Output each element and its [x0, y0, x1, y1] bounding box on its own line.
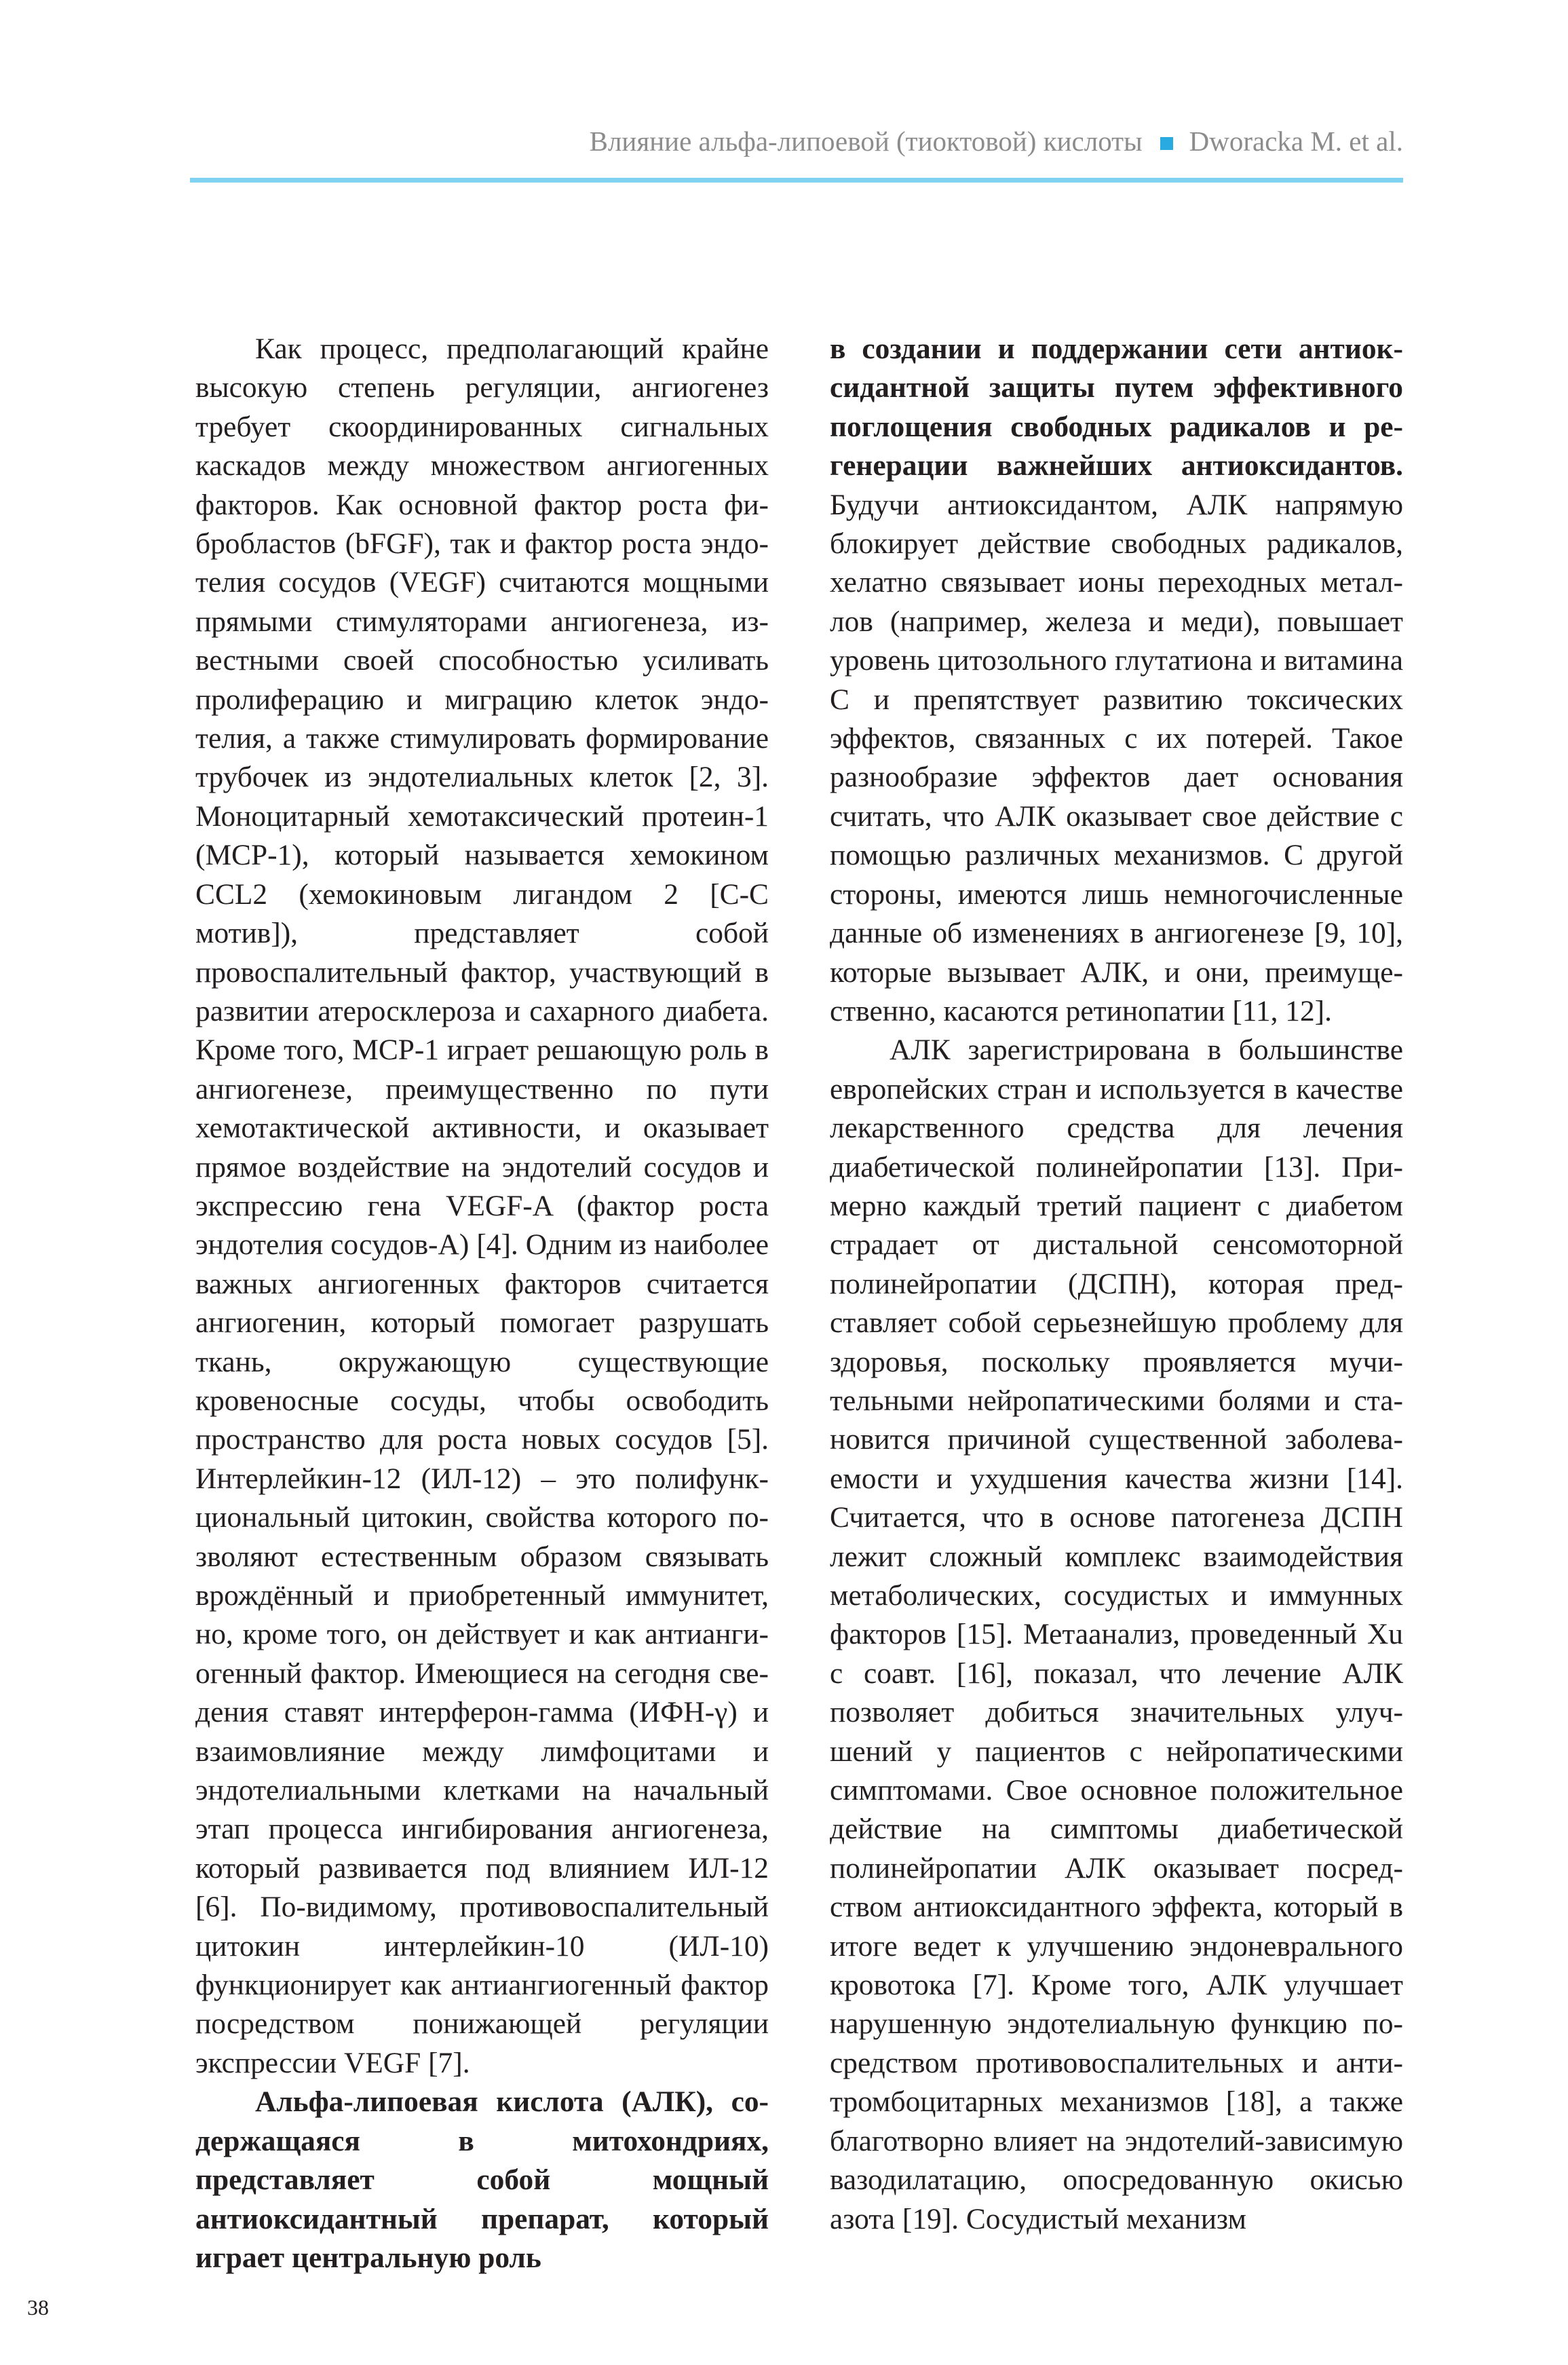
right-paragraph-1	[830, 330, 1403, 1031]
right-column	[830, 330, 1403, 2239]
running-header-authors: Dworacka M. et al.	[1189, 126, 1403, 157]
running-header	[190, 121, 1403, 162]
running-header-title: Влияние альфа-липоевой (тиоктовой) кислоты	[589, 126, 1143, 157]
header-rule	[190, 178, 1403, 183]
right-paragraph-1-bold: в создании и поддержании сети антиоксидантной защиты путем эффективного поглощения свободных радикалов и регенерации важнейших антиоксидантов.	[830, 333, 1403, 483]
page-number: 38	[27, 2295, 49, 2320]
square-bullet-icon	[1160, 137, 1173, 150]
right-paragraph-1-rest: Будучи антиоксидантом, АЛК напрямую блокирует действие свободных радикалов, хелатно связывает ионы переходных металлов (например, железа и меди), повышает уровень цитозольного глутатиона и витамина C и препятствует развитию токсических эффектов, связанных с их потерей. Такое разнообразие эффектов дает основания считать, что АЛК оказывает свое действие с помощью различных механизмов. С другой стороны, имеются лишь немногочисленные данные об изменениях в ангиогенезе [9, 10], которые вызывает АЛК, и они, преимущественно, касаются ретинопатии [11, 12].	[830, 488, 1403, 1027]
left-paragraph-1: Как процесс, предполагающий крайне высокую степень регуляции, ангиогенез требует скоординированных сигнальных каскадов между множеством ангиогенных факторов. Как основной фактор роста фибробластов (bFGF), так и фактор роста эндотелия сосудов (VEGF) считаются мощными прямыми стимуляторами ангиогенеза, известными своей способностью усиливать пролиферацию и миграцию клеток эндотелия, а также стимулировать формирование трубочек из эндотелиальных клеток [2, 3]. Моноцитарный хемотаксический протеин-1 (MCP-1), который называется хемокином CCL2 (хемокиновым лигандом 2 [C-C мотив]), представляет собой провоспалительный фактор, участвующий в развитии атеросклероза и сахарного диабета. Кроме того, MCP-1 играет решающую роль в ангиогенезе, преимущественно по пути хемотактической активности, и оказывает прямое воздействие на эндотелий сосудов и экспрессию гена VEGF-A (фактор роста эндотелия сосудов-A) [4]. Одним из наиболее важных ангиогенных факторов считается ангиогенин, который помогает разрушать ткань, окружающую существующие кровеносные сосуды, чтобы освободить пространство для роста новых сосудов [5]. Интерлейкин-12 (ИЛ-12) – это полифункциональный цитокин, свойства которого позволяют естественным образом связывать врождённый и приобретенный иммунитет, но, кроме того, он действует и как антиангиогенный фактор. Имеющиеся на сегодня сведения ставят интерферон-гамма (ИФН-γ) и взаимовлияние между лимфоцитами и эндотелиальными клетками на начальный этап процесса ингибирования ангиогенеза, который развивается под влиянием ИЛ-12 [6]. По-видимому, противовоспалительный цитокин интерлейкин-10 (ИЛ-10) функционирует как антиангиогенный фактор посредством понижающей регуляции экспрессии VEGF [7].	[195, 333, 769, 2079]
left-column	[195, 330, 769, 2277]
right-paragraph-2: АЛК зарегистрирована в большинстве европейских стран и используется в качестве лекарственного средства для лечения диабетической полинейропатии [13]. Примерно каждый третий пациент с диабетом страдает от дистальной сенсомоторной полинейропатии (ДСПН), которая представляет собой серьезнейшую проблему для здоровья, поскольку проявляется мучительными нейропатическими болями и становится причиной существенной заболеваемости и ухудшения качества жизни [14]. Считается, что в основе патогенеза ДСПН лежит сложный комплекс взаимодействия метаболических, сосудистых и иммунных факторов [15]. Метаанализ, проведенный Xu с соавт. [16], показал, что лечение АЛК позволяет добиться значительных улучшений у пациентов с нейропатическими симптомами. Свое основное положительное действие на симптомы диабетической полинейропатии АЛК оказывает посредством антиоксидантного эффекта, который в итоге ведет к улучшению эндоневрального кровотока [7]. Кроме того, АЛК улучшает нарушенную эндотелиальную функцию посредством противовоспалительных и антитромбоцитарных механизмов [18], а также благотворно влияет на эндотелий-зависимую вазодилатацию, опосредованную окисью азота [19]. Сосудистый механизм	[830, 1034, 1403, 2235]
left-paragraph-2-bold: Альфа-липоевая кислота (АЛК), содержащаяся в митохондриях, представляет собой мощный антиоксидантный препарат, который играет центральную роль	[195, 2085, 769, 2274]
